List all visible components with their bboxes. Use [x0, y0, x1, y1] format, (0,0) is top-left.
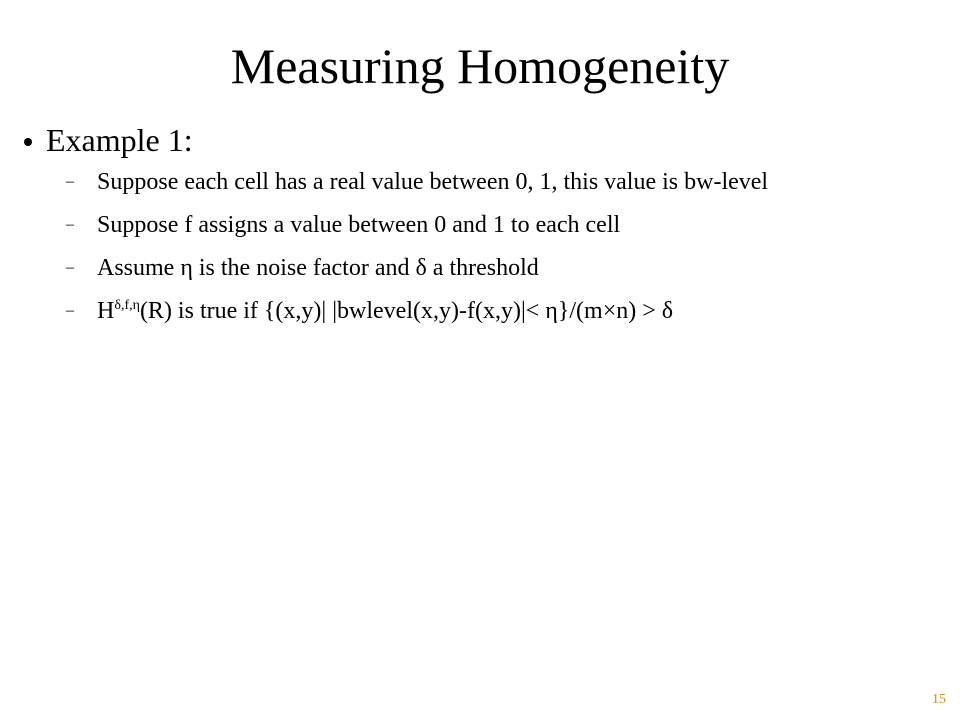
dash-icon: –: [66, 216, 74, 233]
dash-icon: –: [66, 173, 74, 190]
formula-prefix: H: [97, 298, 115, 324]
dash-icon: –: [66, 302, 74, 319]
sub-bullet-text: Assume η is the noise factor and δ a threshold: [97, 255, 539, 281]
sub-bullet-item: [66, 254, 926, 282]
sub-bullet-list: [66, 168, 926, 340]
formula-superscript: δ,f,η: [114, 298, 140, 313]
slide-title: Measuring Homogeneity: [230, 38, 730, 94]
formula-rest: (R) is true if {(x,y)| |bwlevel(x,y)-f(x,y)|< η}/(m×n) > δ: [139, 298, 674, 324]
dash-icon: –: [66, 259, 74, 276]
bullet-dot-icon: [24, 138, 32, 146]
bullet-example: [22, 120, 193, 160]
sub-bullet-item: [66, 168, 926, 196]
sub-bullet-item: [66, 211, 926, 239]
sub-bullet-item: [66, 297, 926, 325]
sub-bullet-text: Suppose f assigns a value between 0 and 1 to each cell: [97, 212, 621, 238]
page-number: 15: [932, 692, 946, 707]
bullet-label: Example 1:: [46, 122, 193, 158]
sub-bullet-text: Suppose each cell has a real value between 0, 1, this value is bw-level: [97, 169, 769, 195]
